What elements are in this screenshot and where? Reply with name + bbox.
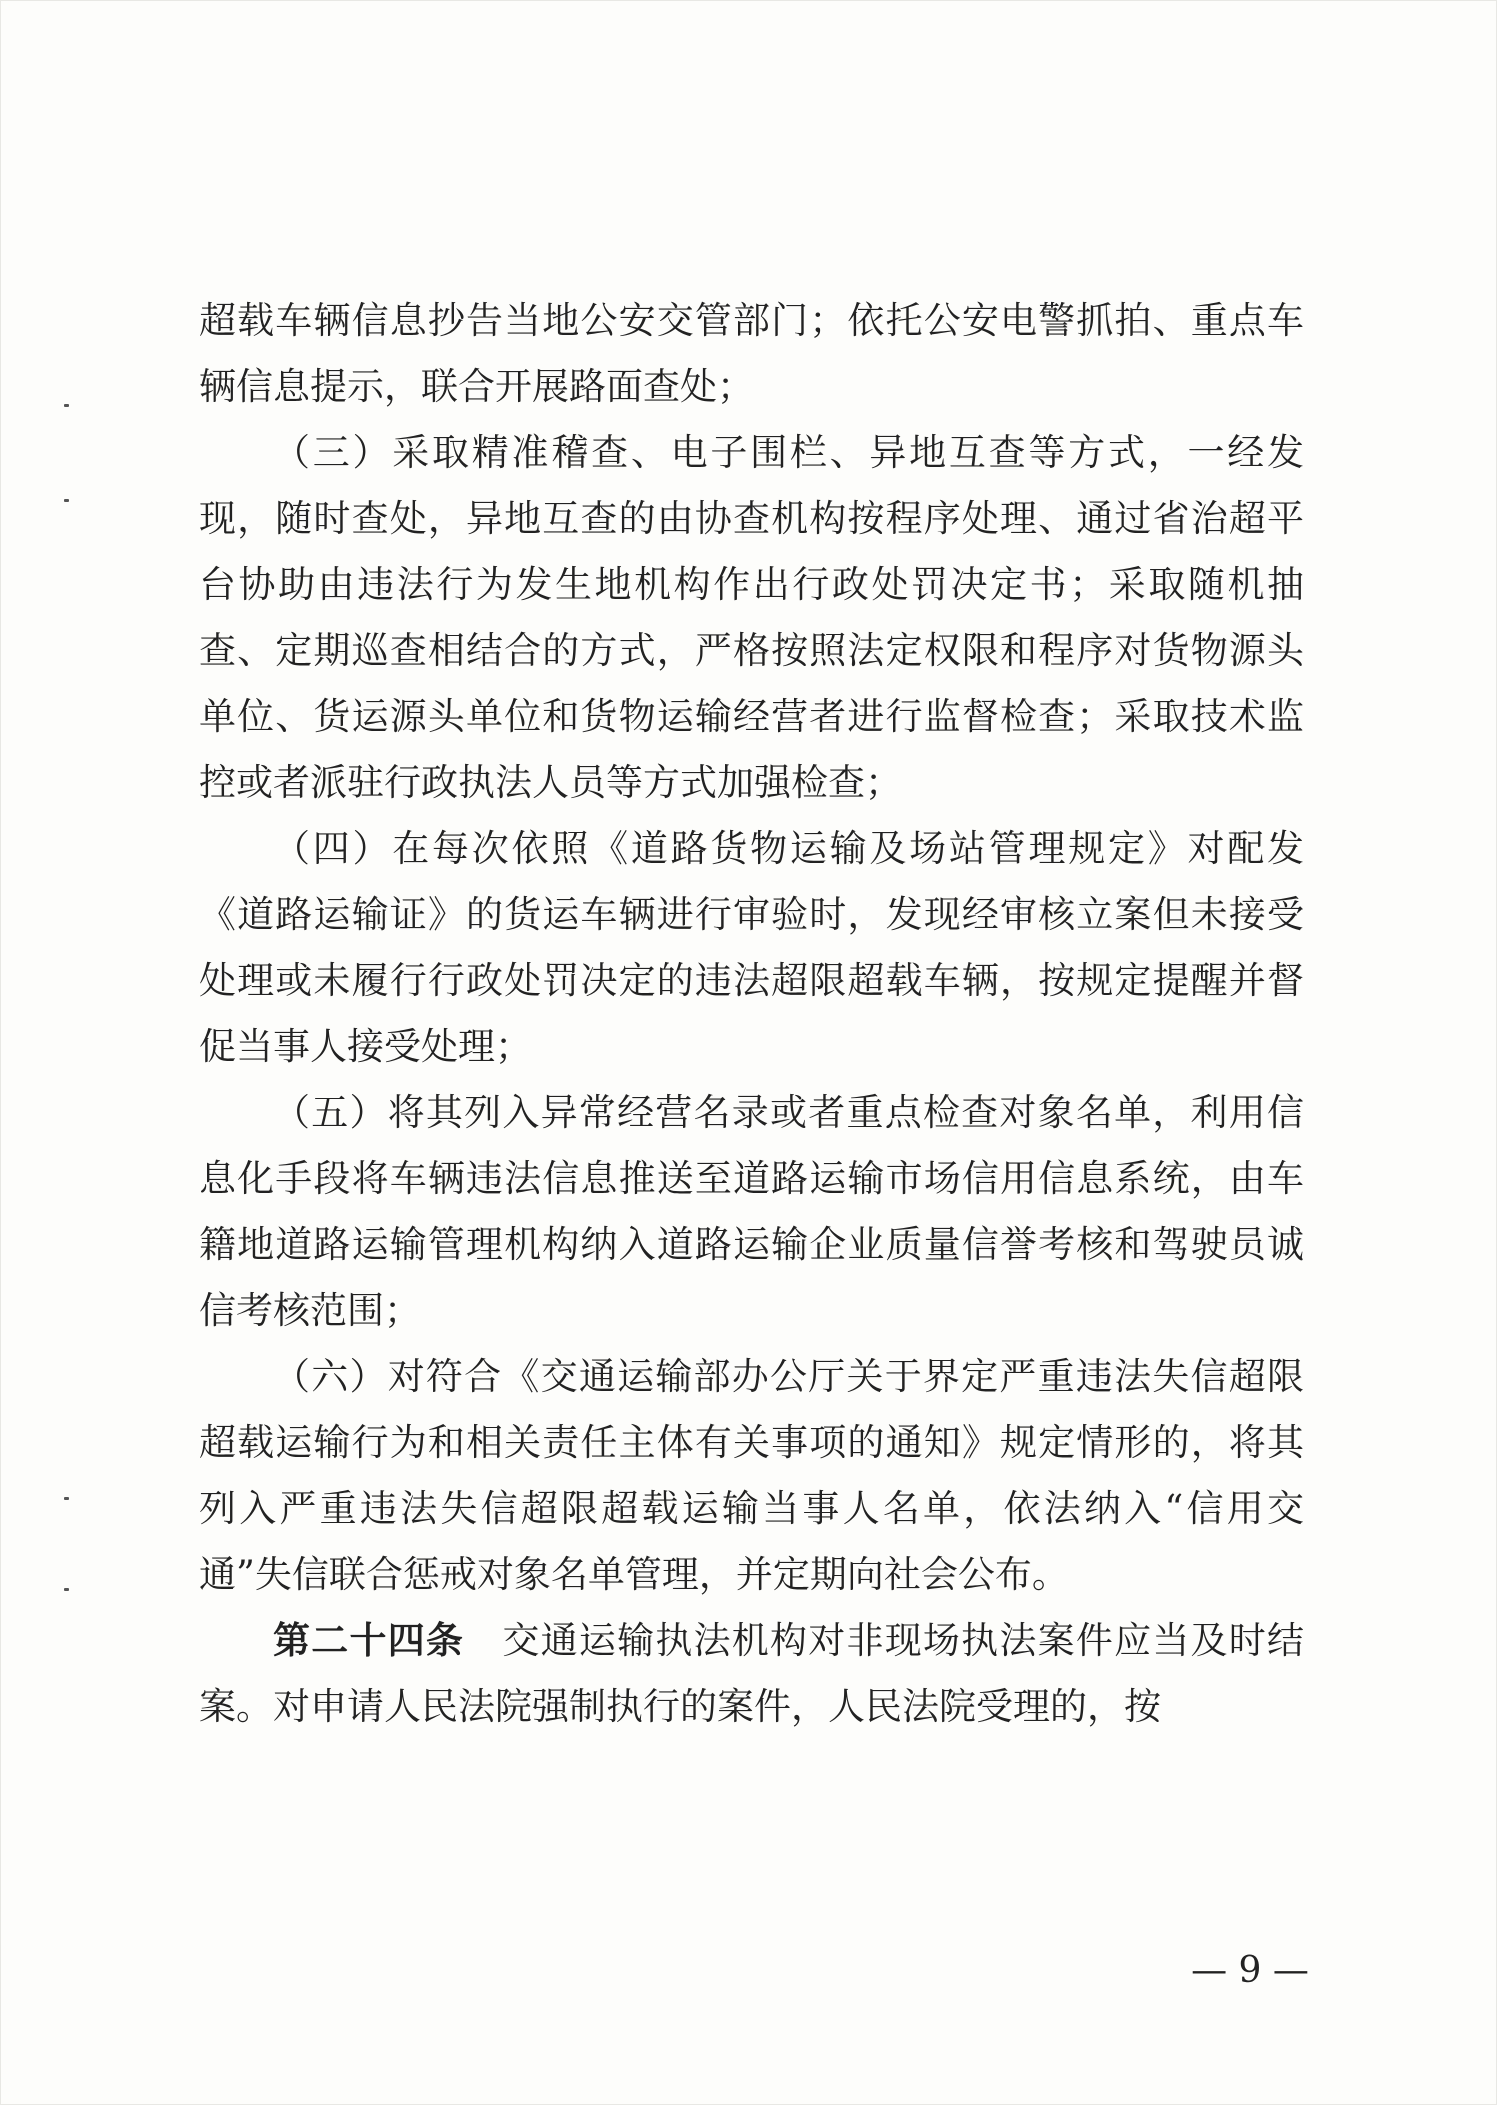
article-paragraph: [199, 1608, 1304, 1740]
document-body: [199, 288, 1304, 1740]
scan-speck: [64, 1497, 69, 1500]
scan-speck: [64, 404, 69, 407]
article-heading: 第二十四条: [273, 1619, 465, 1662]
article-text: 交通运输执法机构对非现场执法案件应当及时结案。对申请人民法院强制执行的案件，人民法院受理的，按: [199, 1619, 1305, 1728]
paragraph-item-4: （四）在每次依照《道路货物运输及场站管理规定》对配发《道路运输证》的货运车辆进行审验时，发现经审核立案但未接受处理或未履行行政处罚决定的违法超限超载车辆，按规定提醒并督促当事人接受处理；: [199, 827, 1304, 1068]
paragraph-item-6: （六）对符合《交通运输部办公厅关于界定严重违法失信超限超载运输行为和相关责任主体有关事项的通知》规定情形的，将其列入严重违法失信超限超载运输当事人名单，依法纳入“信用交通”失信联合惩戒对象名单管理，并定期向社会公布。: [199, 1355, 1304, 1596]
article-spacer: [464, 1619, 502, 1662]
page-number: — 9 —: [1191, 1950, 1309, 1991]
paragraph-continuation: 超载车辆信息抄告当地公安交管部门；依托公安电警抓拍、重点车辆信息提示，联合开展路面查处；: [199, 299, 1304, 408]
paragraph-item-5: （五）将其列入异常经营名录或者重点检查对象名单，利用信息化手段将车辆违法信息推送至道路运输市场信用信息系统，由车籍地道路运输管理机构纳入道路运输企业质量信誉考核和驾驶员诚信考核范围；: [199, 1091, 1304, 1332]
scan-speck: [64, 1588, 69, 1591]
paragraph-item-3: （三）采取精准稽查、电子围栏、异地互查等方式，一经发现，随时查处，异地互查的由协查机构按程序处理、通过省治超平台协助由违法行为发生地机构作出行政处罚决定书；采取随机抽查、定期巡查相结合的方式，严格按照法定权限和程序对货物源头单位、货运源头单位和货物运输经营者进行监督检查；采取技术监控或者派驻行政执法人员等方式加强检查；: [199, 431, 1304, 804]
scan-speck: [64, 499, 69, 502]
